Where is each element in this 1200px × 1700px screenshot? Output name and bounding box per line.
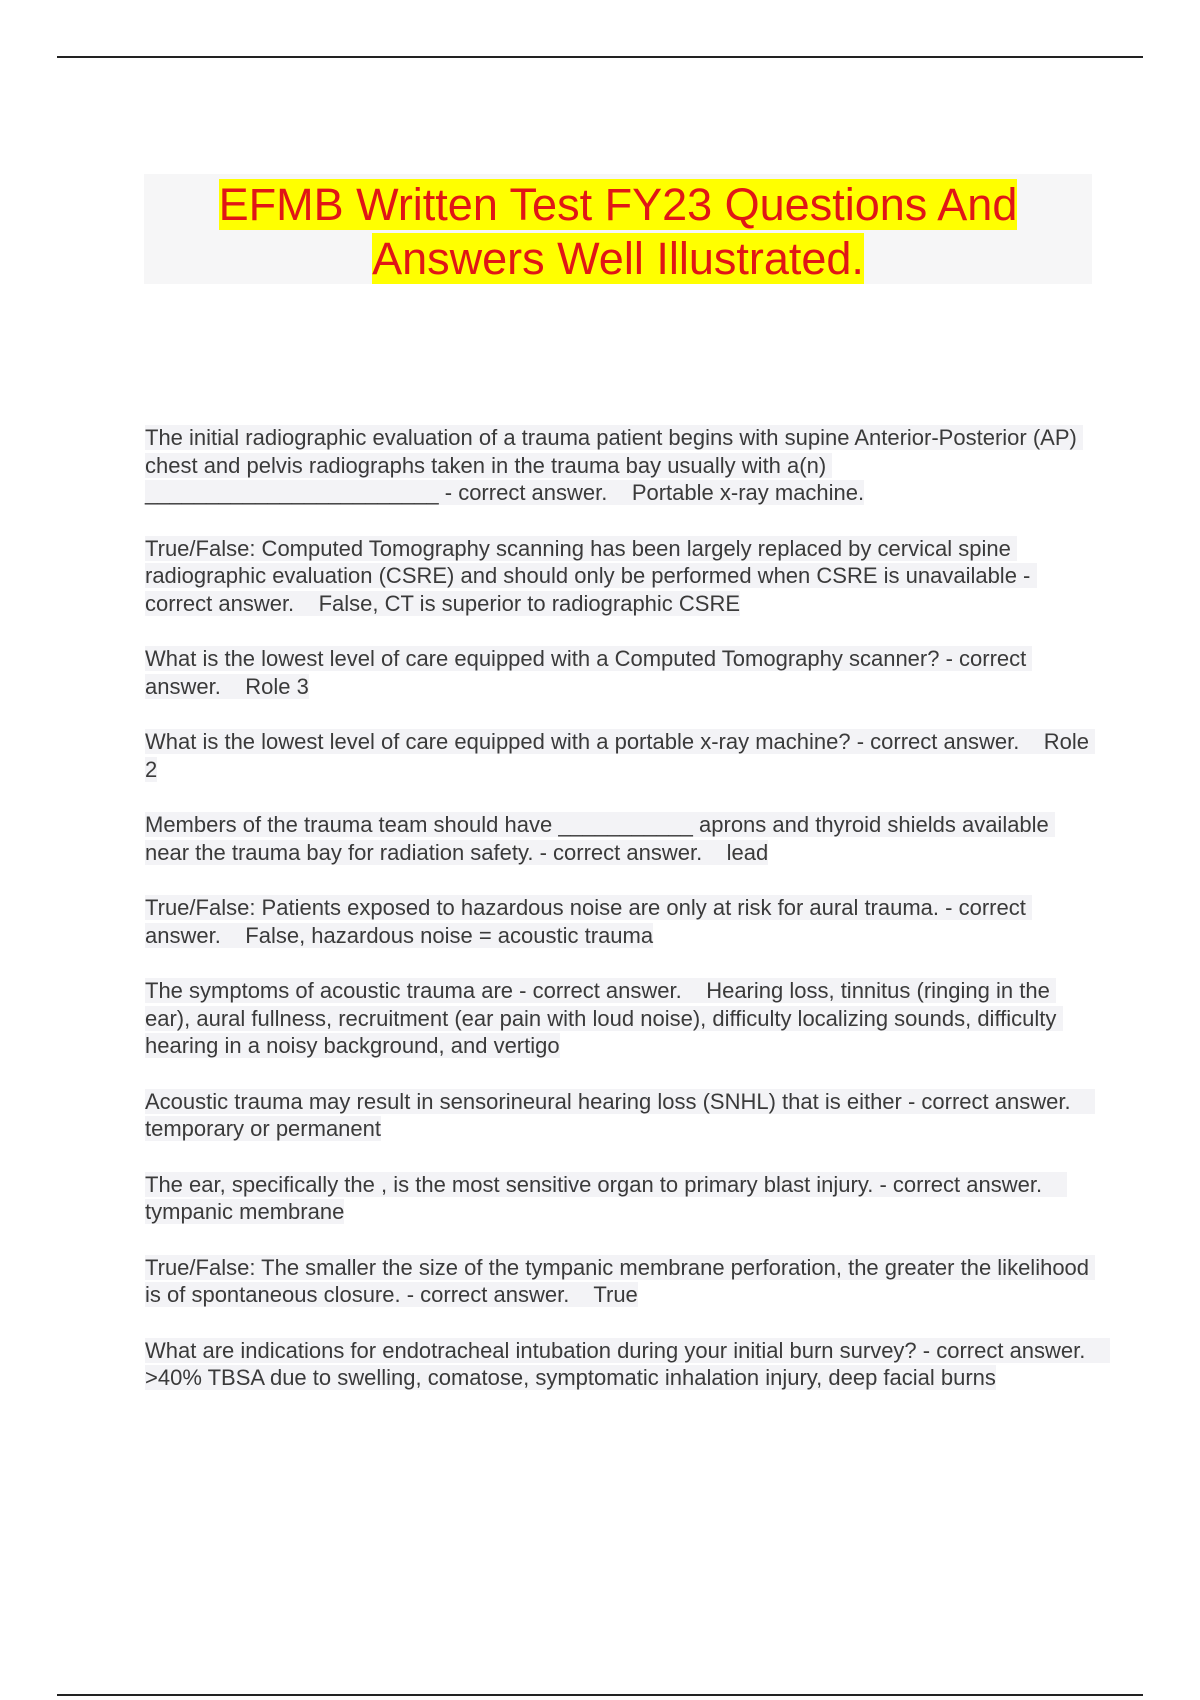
qa-text: Acoustic trauma may result in sensorineural hearing loss (SNHL) that is either - correct answer. temporary or permanent (145, 1088, 1096, 1141)
qa-text: The symptoms of acoustic trauma are - correct answer. Hearing loss, tinnitus (ringing in the ear), aural fullness, recruitment (ear pain with loud noise), difficulty localizing sounds, difficulty hearing in a noisy background, and vertigo (145, 978, 1063, 1058)
qa-item (145, 977, 1095, 1060)
qa-item (145, 1337, 1110, 1392)
qa-item (145, 645, 1095, 700)
qa-list (145, 424, 1110, 1420)
qa-text: True/False: The smaller the size of the tympanic membrane perforation, the greater the likelihood is of spontaneous closure. - correct answer. True (145, 1254, 1096, 1307)
qa-item (145, 1254, 1095, 1309)
qa-item (145, 1088, 1095, 1143)
title-block (144, 174, 1092, 284)
qa-item (145, 424, 1095, 507)
qa-item (145, 811, 1095, 866)
qa-text: The initial radiographic evaluation of a trauma patient begins with supine Anterior-Posterior (AP) chest and pelvis radiographs taken in the trauma bay usually with a(n) ________________________ - correct answer. Portable x-ray machine. (145, 425, 1083, 505)
qa-text: The ear, specifically the , is the most sensitive organ to primary blast injury. - correct answer. tympanic membrane (145, 1171, 1067, 1224)
qa-text: What is the lowest level of care equipped with a Computed Tomography scanner? - correct answer. Role 3 (145, 646, 1033, 699)
qa-text: Members of the trauma team should have ___________ aprons and thyroid shields available near the trauma bay for radiation safety. - correct answer. lead (145, 812, 1055, 865)
qa-item (145, 728, 1095, 783)
top-rule (57, 56, 1143, 58)
qa-item (145, 535, 1095, 618)
qa-item (145, 1171, 1095, 1226)
title-highlight: EFMB Written Test FY23 Questions And Answers Well Illustrated. (218, 179, 1018, 284)
qa-text: True/False: Computed Tomography scanning has been largely replaced by cervical spine radiographic evaluation (CSRE) and should only be performed when CSRE is unavailable - correct answer. False, CT is superior to radiographic CSRE (145, 535, 1037, 616)
bottom-rule (57, 1694, 1143, 1696)
qa-text: True/False: Patients exposed to hazardous noise are only at risk for aural trauma. - correct answer. False, hazardous noise = acoustic trauma (145, 895, 1032, 948)
qa-text: What are indications for endotracheal intubation during your initial burn survey? - correct answer. >40% TBSA due to swelling, comatose, symptomatic inhalation injury, deep facial burns (145, 1337, 1110, 1390)
qa-text: What is the lowest level of care equipped with a portable x-ray machine? - correct answer. Role 2 (145, 729, 1096, 782)
document-title (144, 174, 1092, 286)
qa-item (145, 894, 1095, 949)
